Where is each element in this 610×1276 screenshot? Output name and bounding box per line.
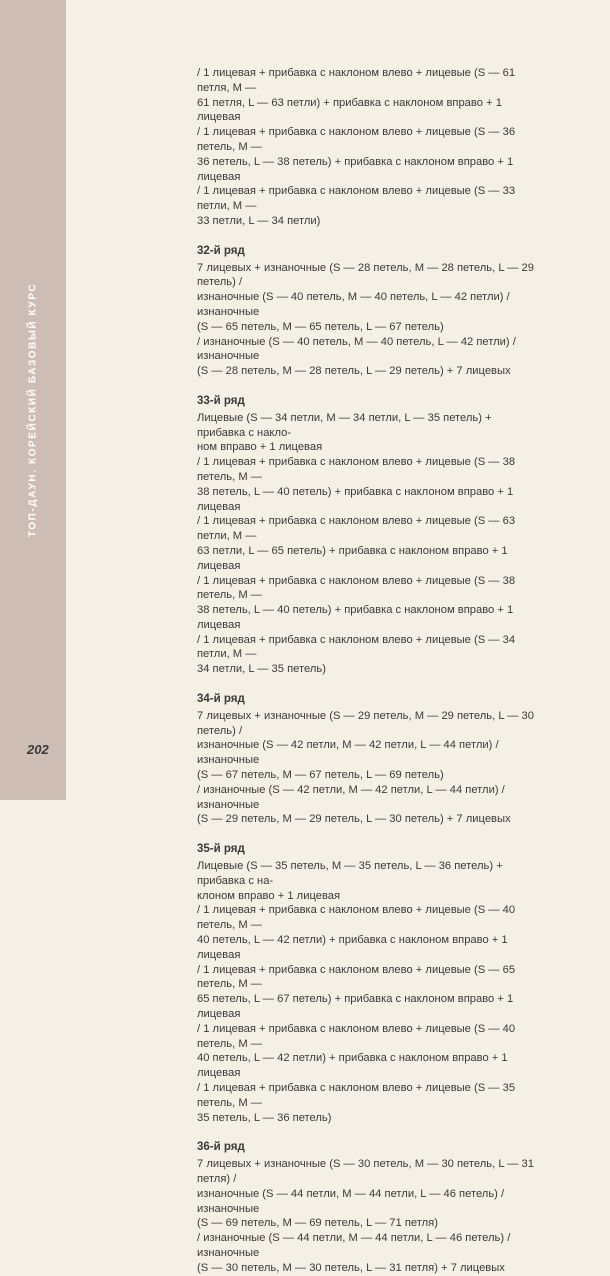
running-title: ТОП-ДАУН. КОРЕЙСКИЙ БАЗОВЫЙ КУРС: [27, 282, 39, 538]
row-title: 35-й ряд: [197, 843, 245, 856]
intro-text: / 1 лицевая + прибавка с наклоном влево + лицевые (S — 61 петля, M — 61 петля, L — 63 петли) + прибавка с наклоном вправо + 1 лицевая / 1 лицевая + прибавка с наклоном влево + лицевые (S — 36 петель, M — 36 петель, L — 38 петель) + прибавка с наклоном вправо + 1 лицевая / 1 лицевая + прибавка с наклоном влево + лицевые (S — 33 петли, M — 33 петли, L — 34 петли): [197, 67, 516, 227]
row-title: 34-й ряд: [197, 693, 245, 706]
row-instructions: Лицевые (S — 34 петли, M — 34 петли, L — 35 петель) + прибавка с накло- ном вправо + 1 лицевая / 1 лицевая + прибавка с наклоном влево + лицевые (S — 38 петель, M — 38 петель, L — 40 петель) + прибавка с наклоном вправо + 1 лицевая / 1 лицевая + прибавка с наклоном влево + лицевые (S — 63 петли, M — 63 петли, L — 65 петель) + прибавка с наклоном вправо + 1 лицевая / 1 лицевая + прибавка с наклоном влево + лицевые (S — 38 петель, M — 38 петель, L — 40 петель) + прибавка с наклоном вправо + 1 лицевая / 1 лицевая + прибавка с наклоном влево + лицевые (S — 34 петли, M — 34 петли, L — 35 петель): [197, 411, 516, 676]
row-section-35: [197, 842, 542, 1125]
row-title: 33-й ряд: [197, 394, 245, 407]
row-title: 36-й ряд: [197, 1141, 245, 1154]
page-content: [197, 66, 542, 1276]
row-section-34: [197, 692, 542, 827]
page-number: 202: [27, 742, 49, 757]
row-instructions: 7 лицевых + изнаночные (S — 28 петель, M — 28 петель, L — 29 петель) / изнаночные (S — 40 петель, M — 40 петель, L — 42 петли) / изнаночные (S — 65 петель, M — 65 петель, L — 67 петель) / изнаночные (S — 40 петель, M — 40 петель, L — 42 петли) / изнаночные (S — 28 петель, M — 28 петель, L — 29 петель) + 7 лицевых: [197, 261, 534, 378]
row-instructions: 7 лицевых + изнаночные (S — 29 петель, M — 29 петель, L — 30 петель) / изнаночные (S — 42 петли, M — 42 петли, L — 44 петли) / изнаночные (S — 67 петель, M — 67 петель, L — 69 петель) / изнаночные (S — 42 петли, M — 42 петли, L — 44 петли) / изнаночные (S — 29 петель, M — 29 петель, L — 30 петель) + 7 лицевых: [197, 709, 534, 826]
row-section-36: [197, 1140, 542, 1275]
sidebar-strip: [0, 0, 66, 800]
row-section-32: [197, 244, 542, 379]
row-title: 32-й ряд: [197, 244, 245, 257]
row-instructions: Лицевые (S — 35 петель, M — 35 петель, L — 36 петель) + прибавка с на- клоном вправо + 1 лицевая / 1 лицевая + прибавка с наклоном влево + лицевые (S — 40 петель, M — 40 петель, L — 42 петли) + прибавка с наклоном вправо + 1 лицевая / 1 лицевая + прибавка с наклоном влево + лицевые (S — 65 петель, M — 65 петель, L — 67 петель) + прибавка с наклоном вправо + 1 лицевая / 1 лицевая + прибавка с наклоном влево + лицевые (S — 40 петель, M — 40 петель, L — 42 петли) + прибавка с наклоном вправо + 1 лицевая / 1 лицевая + прибавка с наклоном влево + лицевые (S — 35 петель, M — 35 петель, L — 36 петель): [197, 860, 516, 1124]
row-instructions: 7 лицевых + изнаночные (S — 30 петель, M — 30 петель, L — 31 петля) / изнаночные (S — 44 петли, M — 44 петли, L — 46 петель) / изнаночные (S — 69 петель, M — 69 петель, L — 71 петля) / изнаночные (S — 44 петли, M — 44 петли, L — 46 петель) / изнаночные (S — 30 петель, M — 30 петель, L — 31 петля) + 7 лицевых: [197, 1158, 534, 1274]
row-section-33: [197, 394, 542, 677]
